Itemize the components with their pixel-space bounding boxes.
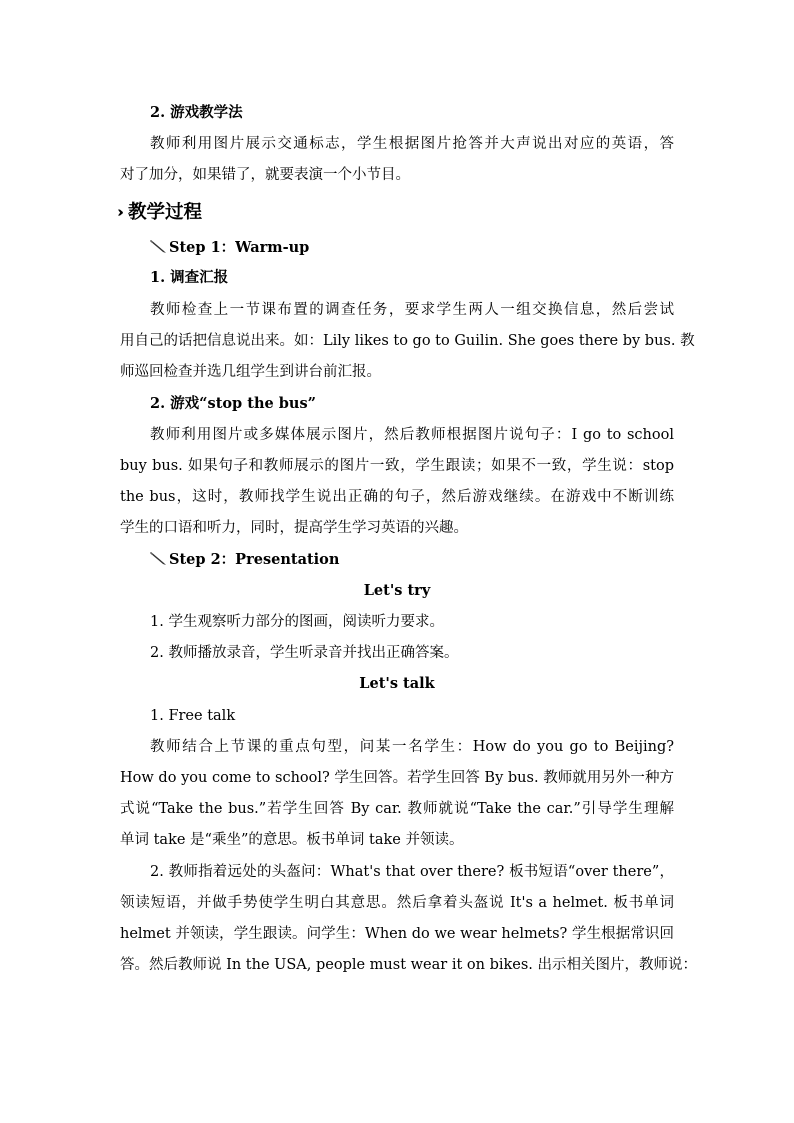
paragraph-line: 式说“Take the bus.”若学生回答 By car. 教师就说“Take the car.”引导学生理解: [120, 801, 674, 817]
paragraph-line: 教师检查上一节课布置的调查任务，要求学生两人一组交换信息，然后尝试: [150, 302, 674, 318]
stop-the-bus-heading: 2. 游戏“stop the bus”: [150, 395, 316, 412]
paragraph-line: 教师利用图片或多媒体展示图片，然后教师根据图片说句子：I go to school: [150, 427, 674, 443]
paragraph-line: 2. 教师指着远处的头盔问：What's that over there? 板书短语“over there”，: [150, 864, 674, 880]
step2-label: Step 2：Presentation: [169, 551, 340, 568]
section-title: [118, 200, 202, 225]
paragraph-line: helmet 并领读，学生跟读。问学生：When do we wear helmets? 学生根据常识回: [120, 926, 674, 942]
paragraph-line: buy bus. 如果句子和教师展示的图片一致，学生跟读；如果不一致，学生说：stop: [120, 458, 674, 474]
paragraph-line: 单词 take 是“乘坐”的意思。板书单词 take 并领读。: [120, 832, 464, 848]
pen-icon: [150, 238, 168, 254]
step1-label: Step 1：Warm-up: [169, 239, 310, 256]
paragraph-line: How do you come to school? 学生回答。若学生回答 By bus. 教师就用另外一种方: [120, 770, 674, 786]
paragraph-line: 教师利用图片展示交通标志，学生根据图片抢答并大声说出对应的英语，答: [150, 136, 674, 152]
paragraph-line: 领读短语，并做手势使学生明白其意思。然后拿着头盔说 It's a helmet. 板书单词: [120, 895, 674, 911]
free-talk-label: 1. Free talk: [150, 708, 236, 724]
list-item: 2. 教师播放录音，学生听录音并找出正确答案。: [150, 645, 459, 661]
paragraph-line: 答。然后教师说 In the USA, people must wear it on bikes. 出示相关图片，教师说：: [120, 957, 698, 973]
lets-talk-title: Let's talk: [359, 675, 435, 692]
step2-label-row: [150, 550, 339, 570]
paragraph-line: the bus，这时，教师找学生说出正确的句子，然后游戏继续。在游戏中不断训练: [120, 489, 674, 505]
pen-icon: [150, 550, 168, 566]
section-title-text: 教学过程: [128, 202, 203, 223]
game-method-heading: 2. 游戏教学法: [150, 104, 243, 121]
paragraph-line: 用自己的话把信息说出来。如：Lily likes to go to Guilin. She goes there by bus. 教: [120, 333, 695, 349]
lets-try-title: Let's try: [363, 582, 431, 599]
paragraph-line: 学生的口语和听力，同时，提高学生学习英语的兴趣。: [120, 520, 468, 536]
list-item: 1. 学生观察听力部分的图画，阅读听力要求。: [150, 614, 444, 630]
paragraph-line: 教师结合上节课的重点句型，问某一名学生：How do you go to Beijing?: [150, 739, 674, 755]
survey-heading: 1. 调查汇报: [150, 269, 229, 286]
step1-label-row: [150, 238, 309, 258]
paragraph-line: 师巡回检查并选几组学生到讲台前汇报。: [120, 364, 381, 380]
paragraph-line: 对了加分，如果错了，就要表演一个小节目。: [120, 167, 410, 183]
